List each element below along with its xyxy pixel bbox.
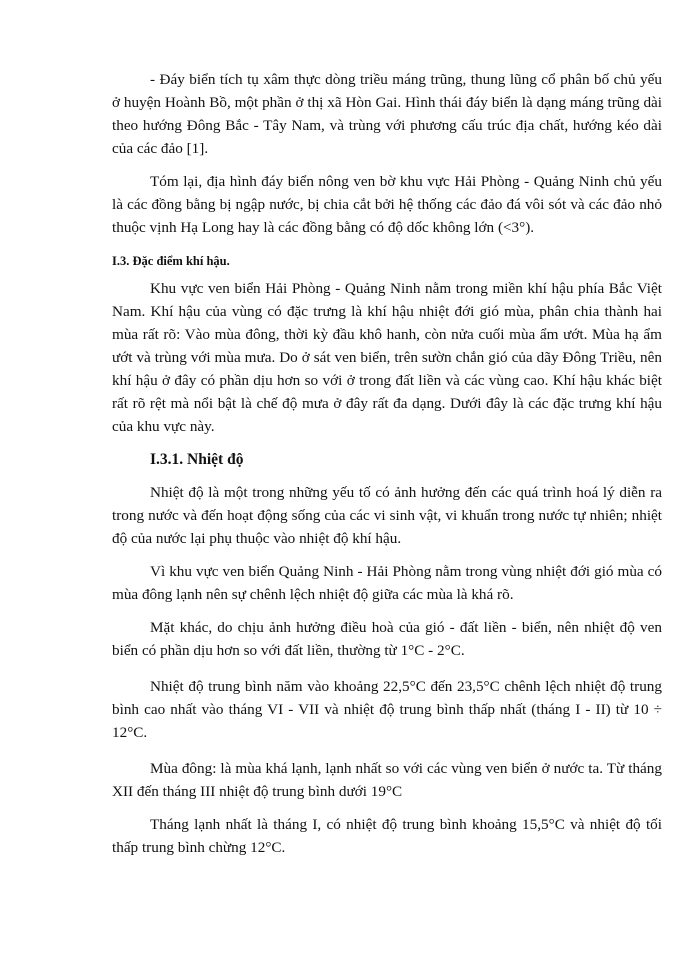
section-heading-climate: I.3. Đặc điểm khí hậu. <box>112 254 230 268</box>
paragraph-summary-terrain: Tóm lại, địa hình đáy biển nông ven bờ khu vực Hải Phòng - Quảng Ninh chủ yếu là các đồng bằng bị ngập nước, bị chia cắt bởi hệ thống các đảo đá vôi sót và các đảo nhỏ thuộc vịnh Hạ Long hay là các đồng bằng có độ dốc không lớn (<3°). <box>112 173 662 236</box>
paragraph-annual-average: Nhiệt độ trung bình năm vào khoảng 22,5°C đến 23,5°C chênh lệch nhiệt độ trung bình cao nhất vào tháng VI - VII và nhiệt độ trung bình thấp nhất (tháng I - II) từ 10 ÷ 12°C. <box>112 678 662 741</box>
paragraph-winter: Mùa đông: là mùa khá lạnh, lạnh nhất so với các vùng ven biển ở nước ta. Từ tháng XII đến tháng III nhiệt độ trung bình dưới 19°C <box>112 760 662 800</box>
paragraph-seasonal-difference: Vì khu vực ven biển Quảng Ninh - Hải Phòng nằm trong vùng nhiệt đới gió mùa có mùa đông lạnh nên sự chênh lệch nhiệt độ giữa các mùa là khá rõ. <box>112 563 662 603</box>
subsection-heading-temperature: I.3.1. Nhiệt độ <box>150 451 244 468</box>
paragraph-coldest-month: Tháng lạnh nhất là tháng I, có nhiệt độ trung bình khoảng 15,5°C và nhiệt độ tối thấp trung bình chừng 12°C. <box>112 816 662 856</box>
paragraph-climate-overview: Khu vực ven biển Hải Phòng - Quảng Ninh nằm trong miền khí hậu phía Bắc Việt Nam. Khí hậu của vùng có đặc trưng là khí hậu nhiệt đới gió mùa, phân chia thành hai mùa rất rõ: Vào mùa đông, thời kỳ đầu khô hanh, còn nửa cuối mùa ẩm ướt. Mùa hạ ẩm ướt và trùng với mùa mưa. Do ở sát ven biển, trên sườn chắn gió của dãy Đông Triều, nên khí hậu ở đây có phần dịu hơn so với ở trong đất liền và các vùng cao. Khí hậu khác biệt rất rõ rệt mà nổi bật là chế độ mưa ở đây rất đa dạng. Dưới đây là các đặc trưng khí hậu của khu vực này. <box>112 280 662 435</box>
paragraph-sea-breeze-effect: Mặt khác, do chịu ảnh hưởng điều hoà của gió - đất liền - biển, nên nhiệt độ ven biển có phần dịu hơn so với đất liền, thường từ 1°C - 2°C. <box>112 619 662 659</box>
paragraph-temperature-intro: Nhiệt độ là một trong những yếu tố có ảnh hưởng đến các quá trình hoá lý diễn ra trong nước và đến hoạt động sống của các vi sinh vật, vi khuẩn trong nước tự nhiên; nhiệt độ của nước lại phụ thuộc vào nhiệt độ khí hậu. <box>112 484 662 547</box>
paragraph-seabed-accumulation: - Đáy biển tích tụ xâm thực dòng triều máng trũng, thung lũng cổ phân bố chủ yếu ở huyện Hoành Bồ, một phần ở thị xã Hòn Gai. Hình thái đáy biển là dạng máng trũng dài theo hướng Đông Bắc - Tây Nam, và trùng với phương cấu trúc địa chất, hướng kéo dài của các đảo [1]. <box>112 71 662 157</box>
